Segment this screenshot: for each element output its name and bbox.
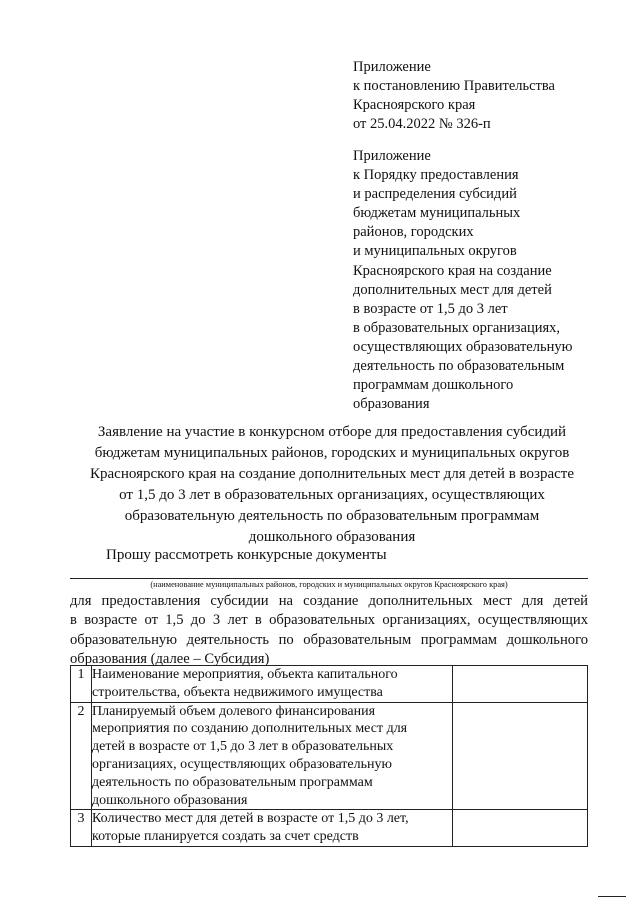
row-number: 1	[71, 666, 92, 703]
appendix-2-line: Красноярского края на создание	[353, 262, 552, 279]
row-description-line: детей в возрасте от 1,5 до 3 лет в образовательных	[92, 739, 394, 755]
row-description-line: мероприятия по созданию дополнительных мест для	[92, 721, 408, 737]
appendix-1-line: от 25.04.2022 № 326-п	[353, 116, 491, 132]
row-description-line: Планируемый объем долевого финансирования	[92, 703, 376, 719]
document-title	[70, 422, 594, 548]
title-line: от 1,5 до 3 лет в образовательных организациях, осуществляющих	[119, 487, 545, 503]
purpose-paragraph	[70, 592, 588, 670]
title-line: Заявление на участие в конкурсном отборе для предоставления субсидий	[97, 424, 567, 440]
paragraph-line: образовательную деятельность по образовательным программам дошкольного	[70, 631, 588, 648]
row-value-cell[interactable]	[453, 666, 588, 703]
row-description-line: дошкольного образования	[92, 792, 248, 808]
row-description-line: организациях, осуществляющих образовательную	[92, 756, 392, 772]
row-description	[92, 810, 453, 847]
appendix-2-line: дополнительных мест для детей	[353, 281, 552, 298]
field-caption: (наименование муниципальных районов, городских и муниципальных округов Красноярского края)	[150, 580, 508, 589]
appendix-1-line: Красноярского края	[353, 97, 476, 113]
table-row	[71, 666, 588, 703]
row-value-cell[interactable]	[453, 810, 588, 847]
appendix-2-line: деятельность по образовательным	[353, 358, 565, 375]
table-row	[71, 810, 588, 847]
title-line: бюджетам муниципальных районов, городских и муниципальных округов	[94, 445, 570, 461]
row-value-cell[interactable]	[453, 702, 588, 810]
row-description-line: Наименование мероприятия, объекта капитального	[92, 667, 398, 682]
appendix-1-line: к постановлению Правительства	[353, 78, 555, 94]
appendix-2-line: бюджетам муниципальных	[353, 205, 521, 222]
appendix-2-line: образования	[353, 396, 430, 413]
appendix-2-line: Приложение	[353, 148, 431, 164]
application-table	[70, 665, 588, 847]
appendix-2-line: программам дошкольного	[353, 377, 514, 394]
appendix-2-line: в возрасте от 1,5 до 3 лет	[353, 300, 508, 317]
row-number: 3	[71, 810, 92, 847]
appendix-2-line: в образовательных организациях,	[353, 319, 561, 336]
footer-rule	[598, 896, 626, 897]
row-description	[92, 666, 453, 703]
appendix-2-line: и муниципальных округов	[353, 243, 517, 260]
paragraph-line: образования (далее – Субсидия)	[70, 651, 270, 668]
row-description-line: Количество мест для детей в возрасте от 1,5 до 3 лет,	[92, 811, 409, 827]
row-number: 2	[71, 702, 92, 810]
paragraph-line: для предоставления субсидии на создание дополнительных мест для детей	[70, 593, 588, 609]
appendix-2-line: осуществляющих образовательную	[353, 338, 573, 355]
title-line: образовательную деятельность по образовательным программам	[124, 508, 540, 524]
title-line: Красноярского края на создание дополнительных мест для детей в возрасте	[90, 466, 574, 482]
title-line: дошкольного образования	[248, 529, 416, 545]
appendix-block-government-resolution	[353, 58, 613, 134]
paragraph-line: в возрасте от 1,5 до 3 лет в образовательных организациях, осуществляющих	[70, 612, 588, 629]
request-text: Прошу рассмотреть конкурсные документы	[106, 547, 387, 563]
appendix-1-line: Приложение	[353, 59, 431, 75]
table-row	[71, 702, 588, 810]
appendix-2-line: и распределения субсидий	[353, 186, 517, 203]
row-description-line: которые планируется создать за счет средств	[92, 829, 359, 845]
appendix-2-line: районов, городских	[353, 224, 474, 241]
row-description-line: деятельность по образовательным программам	[92, 774, 373, 790]
appendix-2-line: к Порядку предоставления	[353, 167, 519, 184]
row-description	[92, 702, 453, 810]
appendix-block-procedure	[353, 147, 615, 414]
row-description-line: строительства, объекта недвижимого имущества	[92, 684, 383, 700]
